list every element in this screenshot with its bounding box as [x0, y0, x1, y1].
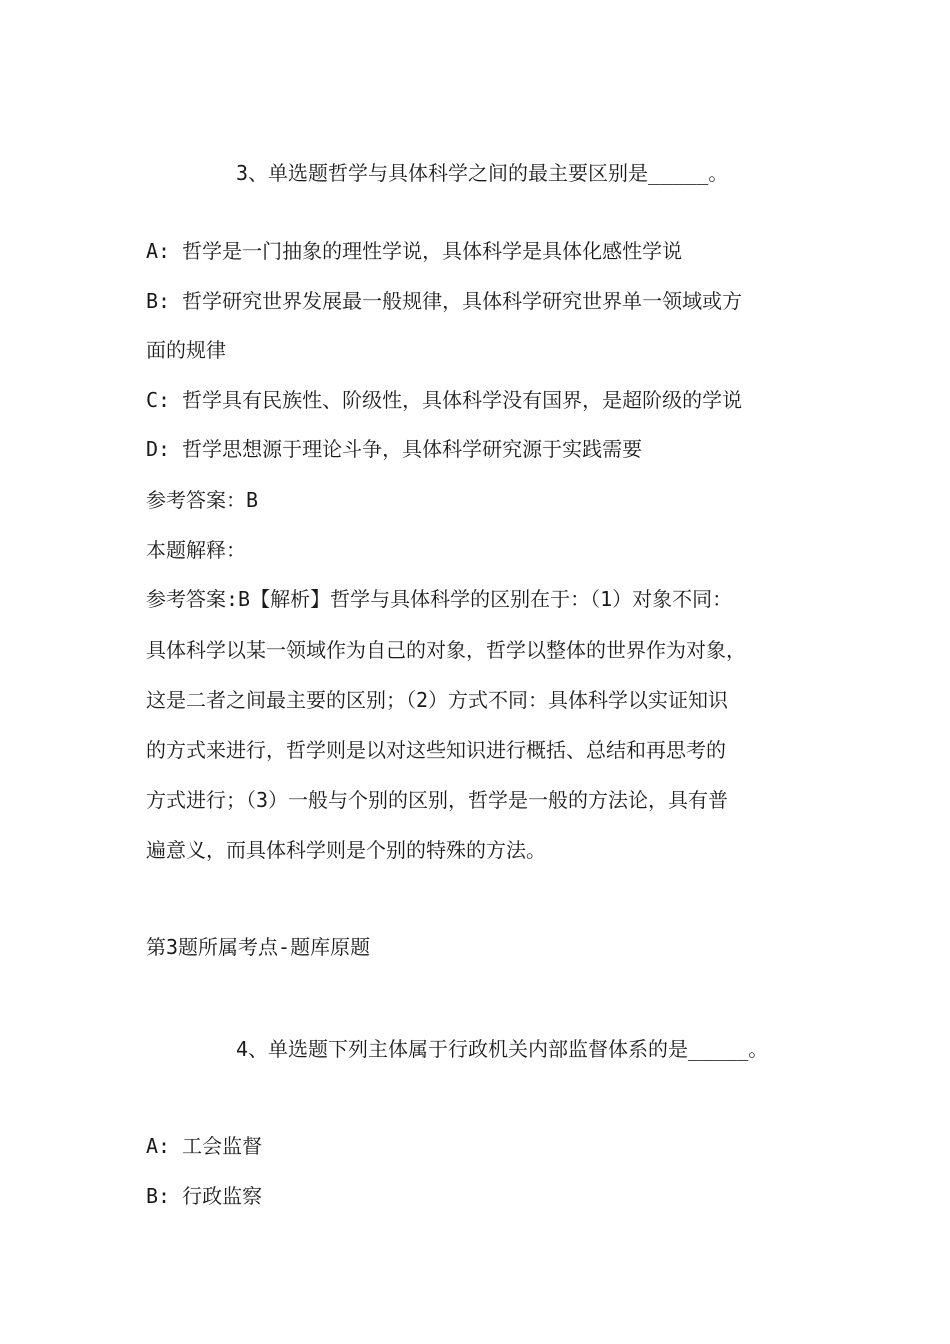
explanation-line: 参考答案:B【解析】哲学与具体科学的区别在于：（1）对象不同： [146, 587, 733, 611]
question-3-option-c: C: 哲学具有民族性、阶级性，具体科学没有国界，是超阶级的学说 [146, 388, 743, 412]
question-3-option-d: D: 哲学思想源于理论斗争，具体科学研究源于实践需要 [146, 437, 643, 461]
question-3-answer: 参考答案：B [146, 488, 259, 512]
question-3-explanation-label: 本题解释： [146, 538, 246, 562]
explanation-line: 的方式来进行，哲学则是以对这些知识进行概括、总结和再思考的 [146, 738, 726, 762]
question-4-option-a: A: 工会监督 [146, 1134, 263, 1158]
question-4-stem: 4、单选题下列主体属于行政机关内部监督体系的是_____。 [236, 1037, 769, 1061]
explanation-line: 具体科学以某一领域作为自己的对象，哲学以整体的世界作为对象， [146, 638, 746, 662]
explanation-line: 遍意义，而具体科学则是个别的特殊的方法。 [146, 838, 546, 862]
question-4-option-b: B: 行政监察 [146, 1184, 263, 1208]
explanation-line: 方式进行；（3）一般与个别的区别，哲学是一般的方法论，具有普 [146, 788, 729, 812]
question-3-option-b-continued: 面的规律 [146, 338, 226, 362]
question-3-stem: 3、单选题哲学与具体科学之间的最主要区别是_____。 [236, 161, 729, 185]
explanation-line: 这是二者之间最主要的区别；（2）方式不同：具体科学以实证知识 [146, 688, 729, 712]
question-3-topic: 第3题所属考点-题库原题 [146, 935, 371, 959]
question-3-option-b: B: 哲学研究世界发展最一般规律，具体科学研究世界单一领域或方 [146, 289, 743, 313]
question-3-option-a: A: 哲学是一门抽象的理性学说，具体科学是具体化感性学说 [146, 239, 683, 263]
